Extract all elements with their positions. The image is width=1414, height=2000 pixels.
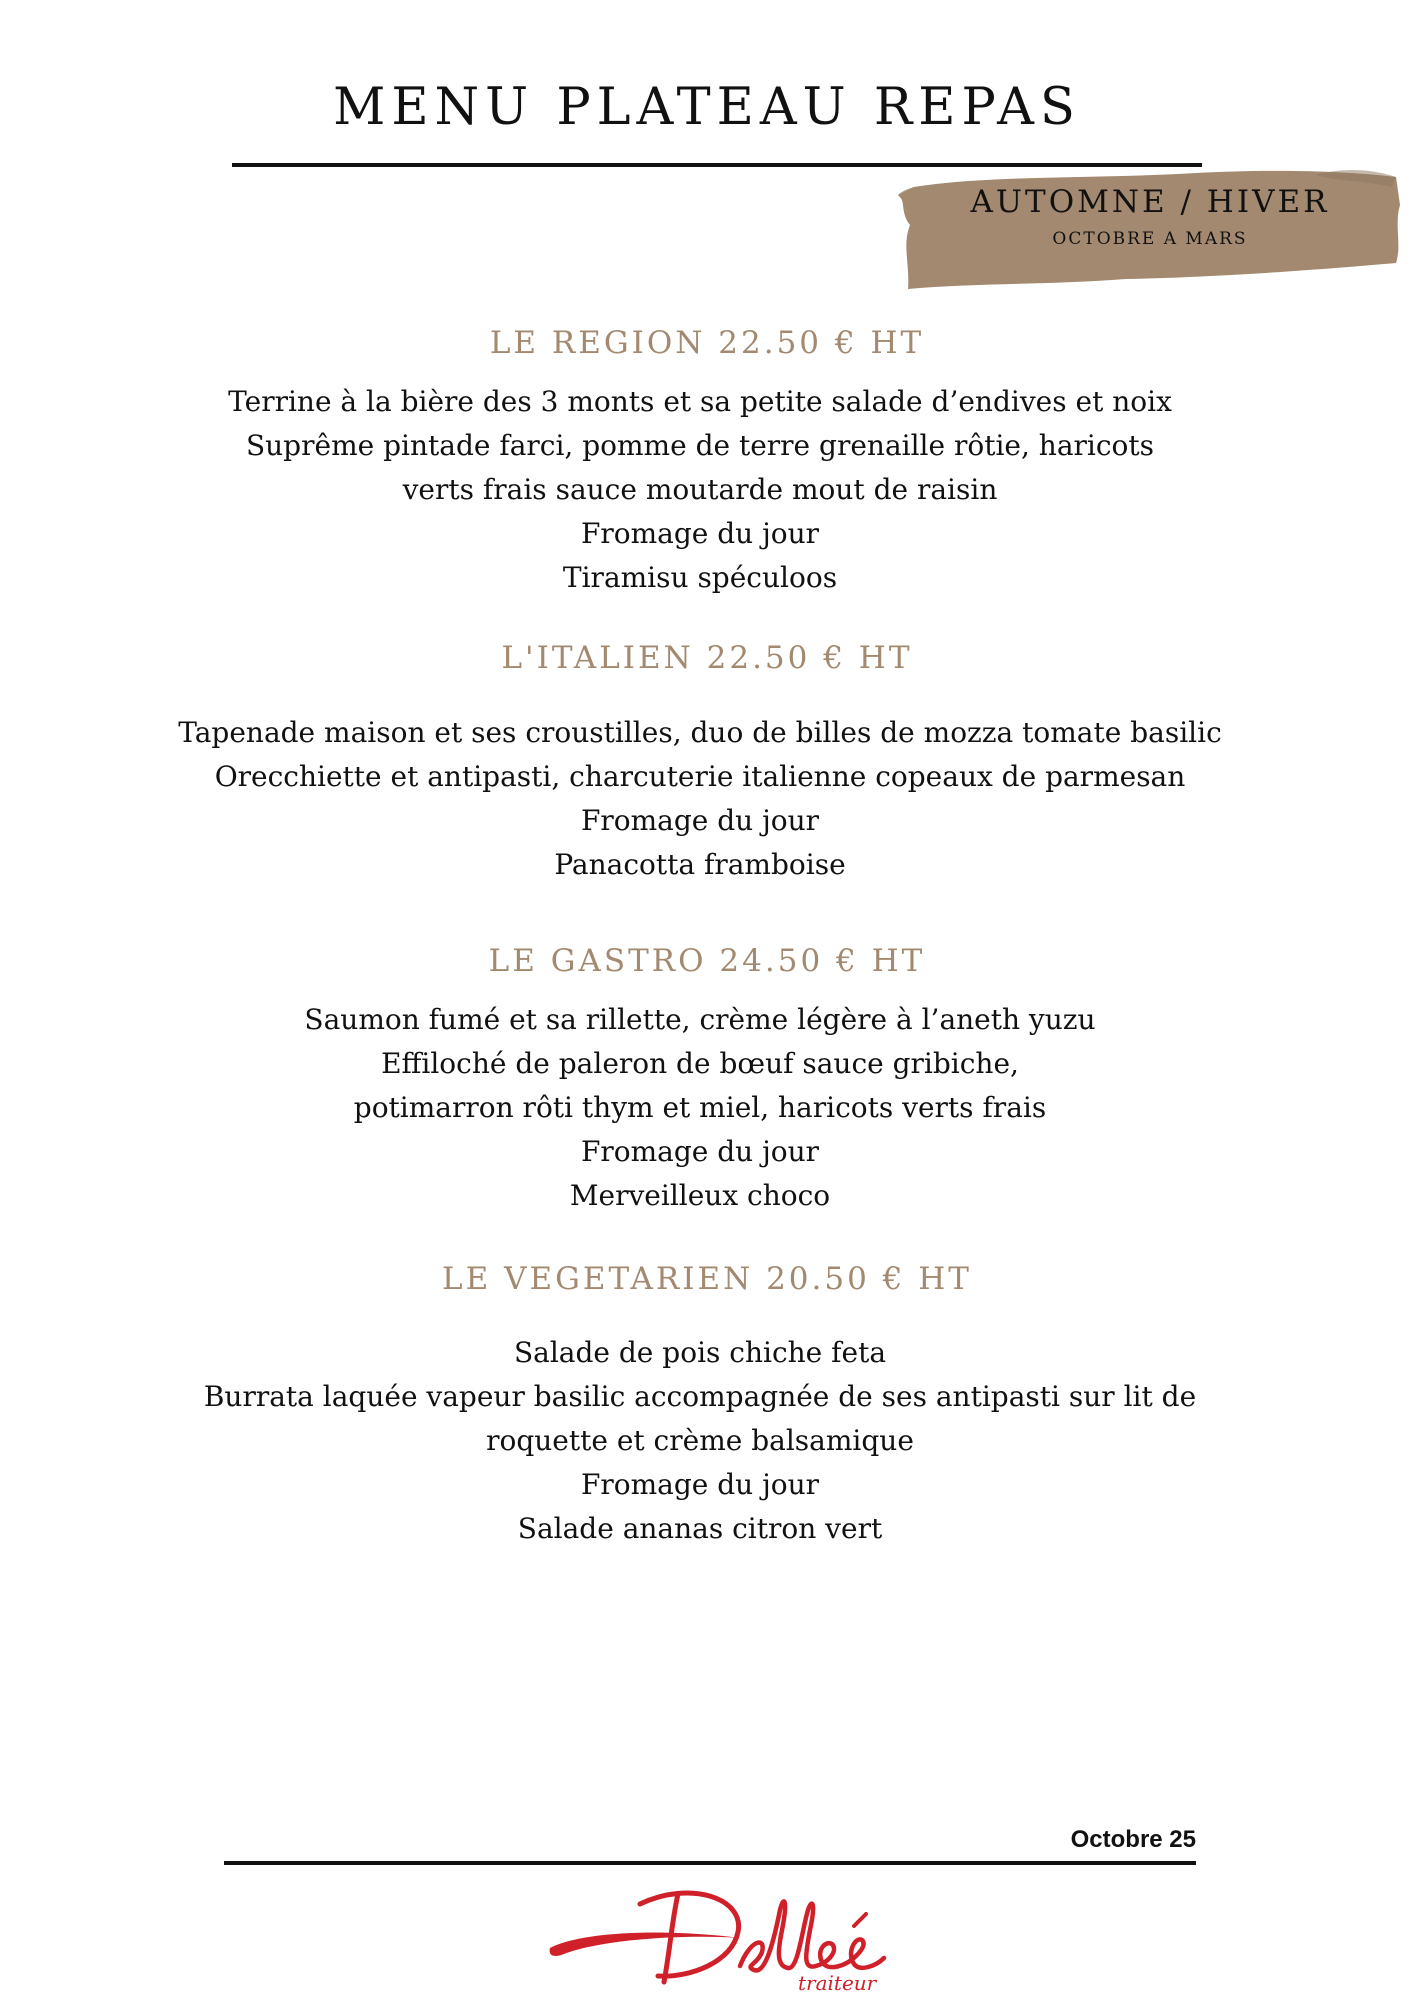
menu-item: Burrata laquée vapeur basilic accompagnée de ses antipasti sur lit de <box>203 1380 1197 1413</box>
menu-item: Tiramisu spéculoos <box>562 561 838 594</box>
section-items-gastro <box>140 998 1260 1218</box>
page-title: MENU PLATEAU REPAS <box>333 78 1081 137</box>
menu-item: Saumon fumé et sa rillette, crème légère à l’aneth yuzu <box>304 1003 1096 1036</box>
section-title-region: LE REGION 22.50 € HT <box>489 325 925 361</box>
menu-item: Fromage du jour <box>580 1135 820 1168</box>
season-period: OCTOBRE A MARS <box>1052 229 1248 249</box>
section-items-vegetarien <box>140 1331 1260 1551</box>
menu-item: roquette et crème balsamique <box>486 1424 914 1457</box>
menu-item: Orecchiette et antipasti, charcuterie italienne copeaux de parmesan <box>214 760 1186 793</box>
menu-item: Terrine à la bière des 3 monts et sa petite salade d’endives et noix <box>228 385 1172 418</box>
svg-text:traiteur: traiteur <box>798 1971 877 1995</box>
bottom-divider <box>224 1861 1196 1865</box>
brand-logo <box>540 1870 900 1995</box>
section-title-italien: L'ITALIEN 22.50 € HT <box>501 640 913 676</box>
menu-item: Salade de pois chiche feta <box>513 1336 887 1369</box>
menu-item: Effiloché de paleron de bœuf sauce gribiche, <box>381 1047 1019 1080</box>
delbe-logo-icon <box>540 1870 900 1995</box>
menu-item: Panacotta framboise <box>554 848 846 881</box>
menu-item: Fromage du jour <box>580 517 820 550</box>
menu-item: Fromage du jour <box>580 804 820 837</box>
section-items-italien <box>140 711 1260 887</box>
section-title-vegetarien: LE VEGETARIEN 20.50 € HT <box>442 1261 972 1297</box>
menu-item: Salade ananas citron vert <box>517 1512 883 1545</box>
menu-item: Tapenade maison et ses croustilles, duo de billes de mozza tomate basilic <box>178 716 1222 749</box>
menu-item: potimarron rôti thym et miel, haricots verts frais <box>353 1091 1047 1124</box>
menu-item: Suprême pintade farci, pomme de terre grenaille rôtie, haricots <box>245 429 1155 462</box>
menu-item: Merveilleux choco <box>569 1179 831 1212</box>
season-title: AUTOMNE / HIVER <box>970 184 1330 220</box>
menu-item: verts frais sauce moutarde mout de raisin <box>402 473 998 506</box>
section-title-gastro: LE GASTRO 24.50 € HT <box>488 943 926 979</box>
section-items-region <box>140 380 1260 600</box>
footer-date: Octobre 25 <box>1070 1826 1196 1853</box>
menu-item: Fromage du jour <box>580 1468 820 1501</box>
